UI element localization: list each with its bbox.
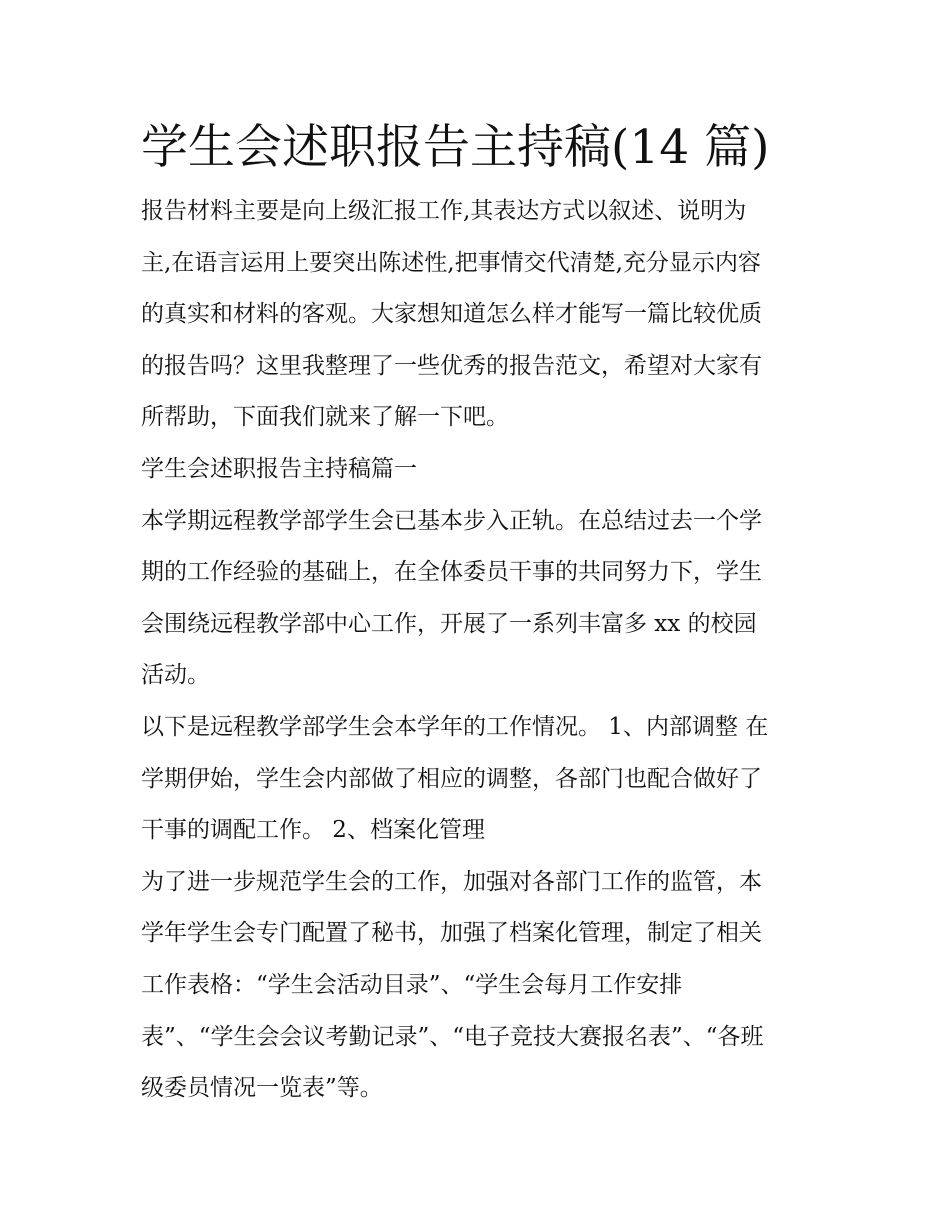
body-line: 以下是远程教学部学生会本学年的工作情况。 1、内部调整 在 — [141, 713, 769, 740]
body-line: 学期伊始，学生会内部做了相应的调整，各部门也配合做好了 — [141, 765, 762, 792]
body-line: 学年学生会专门配置了秘书，加强了档案化管理，制定了相关 — [141, 920, 762, 947]
body-line: 期的工作经验的基础上，在全体委员干事的共同努力下，学生 — [141, 559, 762, 586]
body-line: 会围绕远程教学部中心工作，开展了一系列丰富多 xx 的校园 — [141, 610, 757, 637]
body-line: 活动。 — [141, 662, 210, 689]
document-page — [141, 110, 813, 1115]
section-heading: 学生会述职报告主持稿篇一 — [141, 455, 417, 482]
body-line: 工作表格：“学生会活动目录”、“学生会每月工作安排 — [141, 971, 683, 998]
body-paragraph-2 — [141, 702, 813, 857]
body-line: 本学期远程教学部学生会已基本步入正轨。在总结过去一个学 — [141, 507, 762, 534]
body-line: 为了进一步规范学生会的工作，加强对各部门工作的监管，本 — [141, 868, 762, 895]
intro-line: 主,在语言运用上要突出陈述性,把事情交代清楚,充分显示内容 — [141, 249, 761, 276]
document-title: 学生会述职报告主持稿(14 篇) — [141, 120, 770, 175]
body-line: 表”、“学生会会议考勤记录”、“电子竞技大赛报名表”、“各班 — [141, 1023, 764, 1050]
intro-line: 报告材料主要是向上级汇报工作,其表达方式以叙述、说明为 — [141, 198, 747, 224]
body-line: 级委员情况一览表”等。 — [141, 1075, 383, 1102]
body-paragraph-3 — [141, 857, 813, 1115]
body-line: 干事的调配工作。 2、档案化管理 — [141, 817, 485, 844]
body-paragraph-1 — [141, 496, 813, 702]
section-heading-block — [141, 444, 813, 496]
intro-line: 的报告吗？这里我整理了一些优秀的报告范文，希望对大家有 — [141, 352, 762, 379]
intro-line: 所帮助，下面我们就来了解一下吧。 — [141, 404, 509, 431]
intro-paragraph — [141, 186, 813, 444]
intro-line: 的真实和材料的客观。大家想知道怎么样才能写一篇比较优质 — [141, 301, 762, 328]
